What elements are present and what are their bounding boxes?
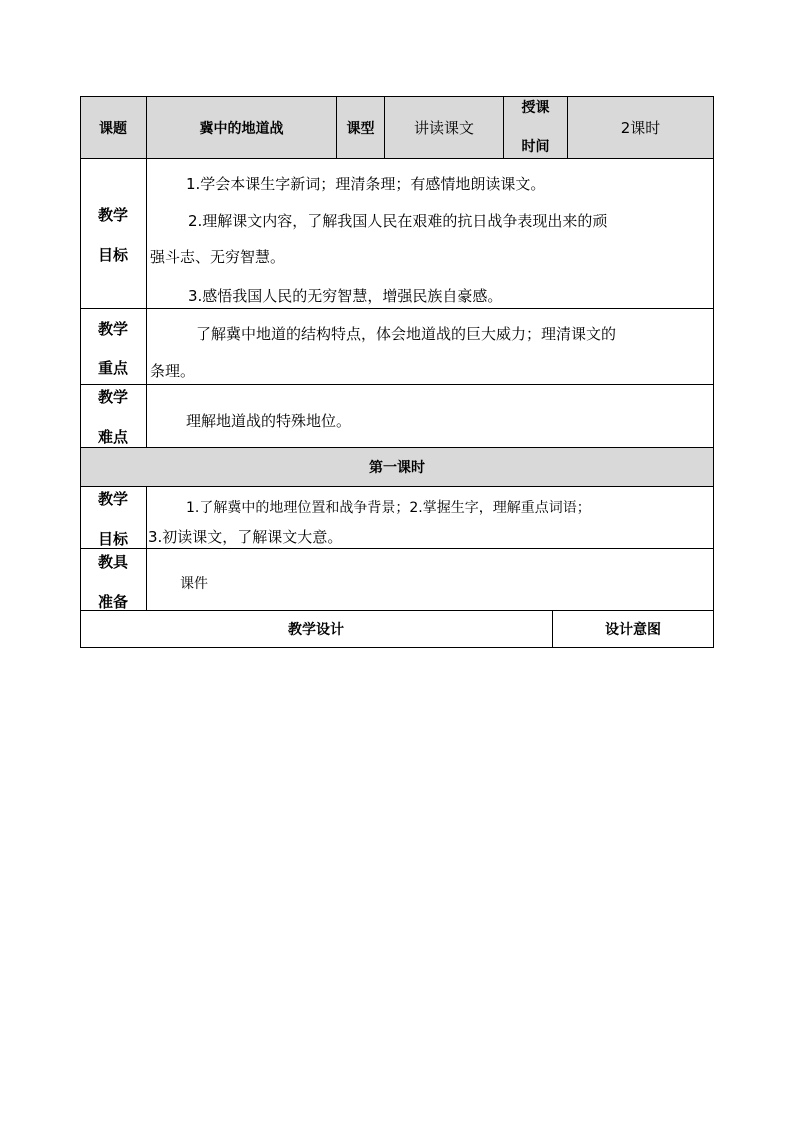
table-border — [80, 548, 714, 549]
time-label-1: 授课 — [521, 100, 550, 116]
table-border — [80, 647, 714, 648]
focus-line-2: 条理。 — [150, 362, 196, 380]
topic-label: 课题 — [99, 120, 127, 137]
time-label-2: 时间 — [521, 139, 550, 155]
design-header: 教学设计 — [288, 622, 344, 638]
topic-value: 冀中的地道战 — [199, 120, 284, 137]
section-title: 第一课时 — [369, 460, 425, 476]
lesson-goals-label-2: 目标 — [97, 530, 128, 548]
lesson-goals-label-1: 教学 — [97, 490, 128, 508]
table-border — [80, 486, 714, 487]
tools-label-2: 准备 — [97, 593, 128, 611]
table-border — [80, 384, 714, 385]
goals-label-1: 教学 — [97, 206, 128, 224]
difficulty-text: 理解地道战的特殊地位。 — [186, 412, 352, 430]
difficulty-label-2: 难点 — [97, 428, 128, 446]
tools-text: 课件 — [180, 576, 208, 592]
goals-line-2a: 2.理解课文内容，了解我国人民在艰难的抗日战争表现出来的顽 — [188, 212, 608, 230]
time-value: 2课时 — [620, 119, 661, 137]
table-border — [713, 96, 714, 648]
table-border — [146, 486, 147, 610]
goals-label-2: 目标 — [97, 246, 128, 264]
lesson-goals-line-1: 1.了解冀中的地理位置和战争背景；2.掌握生字，理解重点词语； — [186, 500, 591, 516]
intent-header: 设计意图 — [605, 622, 661, 638]
goals-line-2b: 强斗志、无穷智慧。 — [150, 248, 286, 266]
focus-label-2: 重点 — [97, 359, 128, 377]
table-border — [80, 158, 714, 159]
difficulty-label-1: 教学 — [97, 388, 128, 406]
type-value: 讲读课文 — [413, 119, 474, 137]
goals-line-1: 1.学会本课生字新词；理清条理；有感情地朗读课文。 — [186, 175, 546, 193]
focus-label-1: 教学 — [97, 320, 128, 338]
goals-line-3: 3.感悟我国人民的无穷智慧，增强民族自豪感。 — [188, 287, 503, 305]
focus-line-1: 了解冀中地道的结构特点，体会地道战的巨大威力；理清课文的 — [196, 325, 617, 343]
lesson-goals-line-2: 3.初读课文，了解课文大意。 — [148, 528, 343, 546]
table-border — [80, 308, 714, 309]
type-label: 课型 — [346, 120, 375, 137]
tools-label-1: 教具 — [97, 553, 128, 571]
